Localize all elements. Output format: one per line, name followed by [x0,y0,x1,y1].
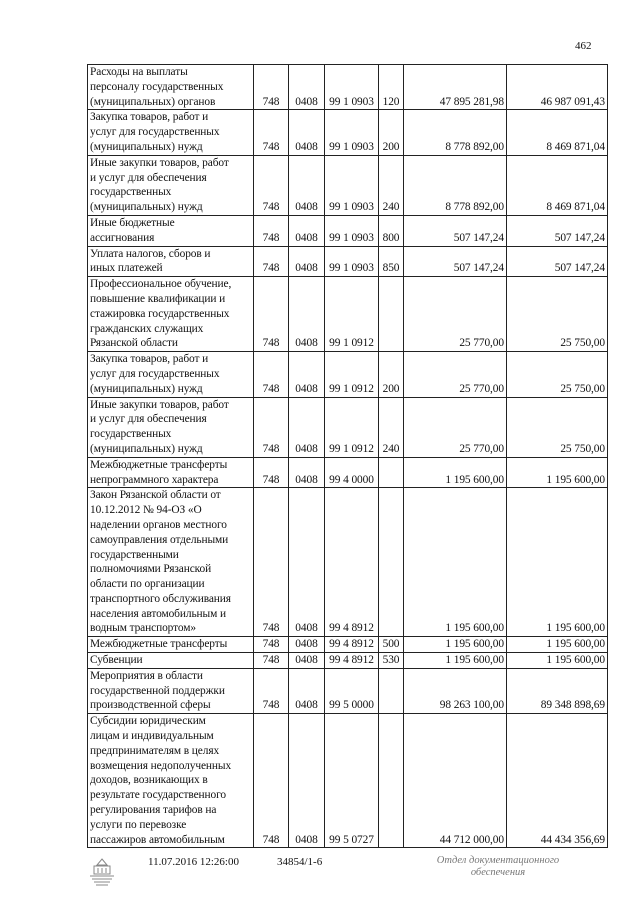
row-expense-type-cell [379,714,404,848]
row-name-cell: Закупка товаров, работ и услуг для государственных (муниципальных) нужд [88,352,254,397]
row-section-code-cell: 0408 [289,155,325,215]
page-number: 462 [575,40,592,52]
row-name-cell: Иные бюджетные ассигнования [88,215,254,246]
row-actual-amount-cell: 25 750,00 [507,352,608,397]
budget-table [87,64,608,848]
table-row [88,277,608,352]
row-expense-type-cell: 120 [379,65,404,110]
row-section-code-cell: 0408 [289,277,325,352]
row-admin-code-cell: 748 [254,714,289,848]
table-row [88,488,608,637]
row-planned-amount-cell: 507 147,24 [404,246,507,277]
table-row [88,155,608,215]
department-stamp: Отдел документационного обеспечения [436,855,560,878]
row-admin-code-cell: 748 [254,637,289,653]
table-row [88,637,608,653]
table-row [88,668,608,713]
row-name-cell: Закупка товаров, работ и услуг для государственных (муниципальных) нужд [88,110,254,155]
row-name-cell: Межбюджетные трансферты [88,637,254,653]
row-section-code-cell: 0408 [289,215,325,246]
row-expense-type-cell: 530 [379,653,404,669]
row-planned-amount-cell: 44 712 000,00 [404,714,507,848]
row-actual-amount-cell: 1 195 600,00 [507,653,608,669]
row-planned-amount-cell: 25 770,00 [404,352,507,397]
row-article-code-cell: 99 5 0727 [325,714,379,848]
row-planned-amount-cell: 47 895 281,98 [404,65,507,110]
row-name-cell: Профессиональное обучение, повышение квалификации и стажировка государственных гражданских служащих Рязанской области [88,277,254,352]
footer-doc-number: 34854/1-6 [277,856,323,868]
table-row [88,110,608,155]
row-actual-amount-cell: 25 750,00 [507,277,608,352]
row-actual-amount-cell: 44 434 356,69 [507,714,608,848]
row-expense-type-cell: 200 [379,110,404,155]
row-planned-amount-cell: 98 263 100,00 [404,668,507,713]
row-admin-code-cell: 748 [254,65,289,110]
row-actual-amount-cell: 8 469 871,04 [507,110,608,155]
row-article-code-cell: 99 1 0912 [325,397,379,457]
emblem-icon [85,856,119,890]
row-expense-type-cell: 240 [379,155,404,215]
row-admin-code-cell: 748 [254,668,289,713]
row-expense-type-cell [379,277,404,352]
row-article-code-cell: 99 5 0000 [325,668,379,713]
row-admin-code-cell: 748 [254,277,289,352]
table-row [88,215,608,246]
row-actual-amount-cell: 8 469 871,04 [507,155,608,215]
row-admin-code-cell: 748 [254,488,289,637]
table-row [88,457,608,488]
row-name-cell: Иные закупки товаров, работ и услуг для обеспечения государственных (муниципальных) нужд [88,155,254,215]
row-article-code-cell: 99 4 0000 [325,457,379,488]
row-planned-amount-cell: 507 147,24 [404,215,507,246]
row-admin-code-cell: 748 [254,397,289,457]
row-name-cell: Иные закупки товаров, работ и услуг для обеспечения государственных (муниципальных) нужд [88,397,254,457]
row-actual-amount-cell: 46 987 091,43 [507,65,608,110]
row-actual-amount-cell: 1 195 600,00 [507,457,608,488]
row-planned-amount-cell: 1 195 600,00 [404,637,507,653]
row-expense-type-cell [379,488,404,637]
row-section-code-cell: 0408 [289,714,325,848]
row-section-code-cell: 0408 [289,653,325,669]
table-row [88,65,608,110]
row-expense-type-cell: 850 [379,246,404,277]
row-article-code-cell: 99 1 0912 [325,277,379,352]
row-name-cell: Расходы на выплаты персоналу государственных (муниципальных) органов [88,65,254,110]
row-name-cell: Уплата налогов, сборов и иных платежей [88,246,254,277]
row-article-code-cell: 99 4 8912 [325,637,379,653]
row-actual-amount-cell: 1 195 600,00 [507,637,608,653]
row-section-code-cell: 0408 [289,488,325,637]
row-section-code-cell: 0408 [289,352,325,397]
row-admin-code-cell: 748 [254,215,289,246]
row-actual-amount-cell: 1 195 600,00 [507,488,608,637]
row-name-cell: Субвенции [88,653,254,669]
row-actual-amount-cell: 507 147,24 [507,246,608,277]
row-expense-type-cell: 240 [379,397,404,457]
row-actual-amount-cell: 89 348 898,69 [507,668,608,713]
row-planned-amount-cell: 25 770,00 [404,277,507,352]
row-planned-amount-cell: 25 770,00 [404,397,507,457]
row-expense-type-cell [379,457,404,488]
row-section-code-cell: 0408 [289,397,325,457]
row-planned-amount-cell: 1 195 600,00 [404,488,507,637]
row-name-cell: Межбюджетные трансферты непрограммного характера [88,457,254,488]
row-planned-amount-cell: 8 778 892,00 [404,155,507,215]
row-section-code-cell: 0408 [289,246,325,277]
row-section-code-cell: 0408 [289,65,325,110]
row-planned-amount-cell: 1 195 600,00 [404,457,507,488]
row-planned-amount-cell: 1 195 600,00 [404,653,507,669]
row-actual-amount-cell: 25 750,00 [507,397,608,457]
row-section-code-cell: 0408 [289,110,325,155]
row-article-code-cell: 99 1 0903 [325,110,379,155]
row-article-code-cell: 99 1 0912 [325,352,379,397]
row-expense-type-cell: 500 [379,637,404,653]
row-article-code-cell: 99 1 0903 [325,65,379,110]
row-section-code-cell: 0408 [289,637,325,653]
row-planned-amount-cell: 8 778 892,00 [404,110,507,155]
row-expense-type-cell: 200 [379,352,404,397]
row-expense-type-cell [379,668,404,713]
row-section-code-cell: 0408 [289,668,325,713]
row-admin-code-cell: 748 [254,352,289,397]
row-name-cell: Мероприятия в области государственной поддержки производственной сферы [88,668,254,713]
table-row [88,653,608,669]
row-admin-code-cell: 748 [254,653,289,669]
row-admin-code-cell: 748 [254,155,289,215]
row-actual-amount-cell: 507 147,24 [507,215,608,246]
table-row [88,714,608,848]
row-article-code-cell: 99 1 0903 [325,155,379,215]
row-section-code-cell: 0408 [289,457,325,488]
footer-datetime: 11.07.2016 12:26:00 [148,856,239,868]
table-row [88,397,608,457]
row-expense-type-cell: 800 [379,215,404,246]
row-name-cell: Субсидии юридическим лицам и индивидуальным предпринимателям в целях возмещения недополученных доходов, возникающих в результате государственного регулирования тарифов на услуги по перевозке пассажиров автомобильным [88,714,254,848]
row-article-code-cell: 99 4 8912 [325,488,379,637]
row-article-code-cell: 99 1 0903 [325,215,379,246]
row-admin-code-cell: 748 [254,110,289,155]
row-admin-code-cell: 748 [254,457,289,488]
row-article-code-cell: 99 1 0903 [325,246,379,277]
row-article-code-cell: 99 4 8912 [325,653,379,669]
table-row [88,352,608,397]
table-row [88,246,608,277]
row-admin-code-cell: 748 [254,246,289,277]
row-name-cell: Закон Рязанской области от 10.12.2012 № 94-ОЗ «О наделении органов местного самоуправления отдельными государственными полномочиями Рязанской области по организации транспортного обслуживания населения автомобильным и водным транспортом» [88,488,254,637]
